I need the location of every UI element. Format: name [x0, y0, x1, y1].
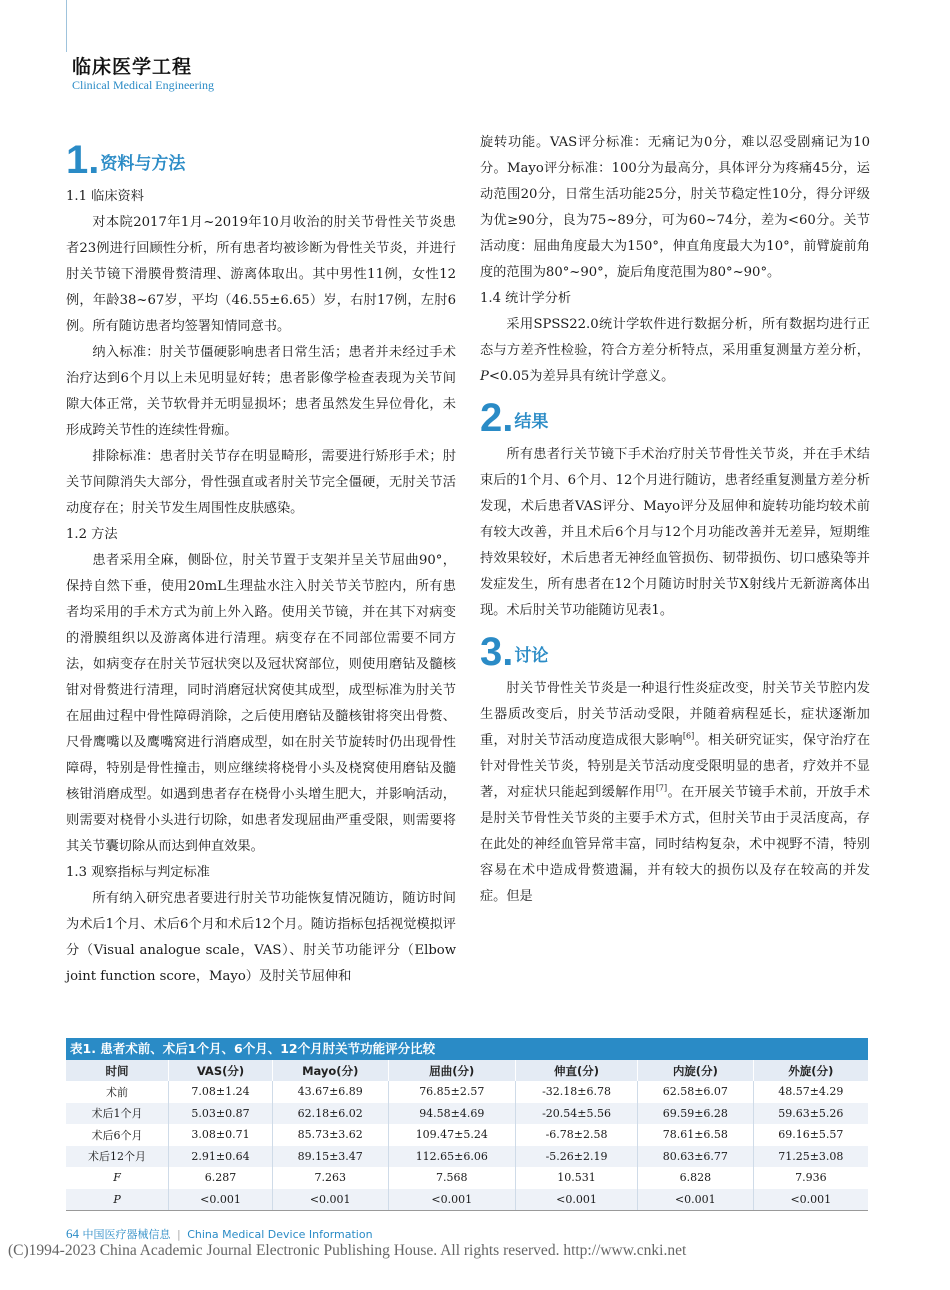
table-cell: <0.001	[516, 1189, 638, 1211]
table-row	[66, 1124, 868, 1146]
table-cell: 85.73±3.62	[272, 1124, 388, 1146]
table-header-cell: VAS(分)	[169, 1060, 273, 1081]
left-column	[66, 132, 456, 990]
section-title: 结果	[514, 412, 549, 432]
table-header-cell: Mayo(分)	[272, 1060, 388, 1081]
table-cell: 7.568	[388, 1167, 516, 1189]
section-heading-discussion	[480, 626, 870, 672]
table-caption: 表1. 患者术前、术后1个月、6个月、12个月肘关节功能评分比较	[66, 1038, 868, 1060]
text-run: 。在开展关节镜手术前，开放手术是肘关节骨性关节炎的主要手术方式，但肘关节由于灵活度高，存在此处的神经血管异常丰富，同时结构复杂，术中视野不清，特别容易在术中造成骨赘遗漏，并有较大的损伤以及存在较高的并发症。但是	[480, 785, 871, 904]
table-header-cell: 内旋(分)	[638, 1060, 754, 1081]
table-cell: 109.47±5.24	[388, 1124, 516, 1146]
footer-journal-cn: 中国医疗器械信息	[82, 1228, 171, 1241]
table-row	[66, 1103, 868, 1125]
paragraph: 旋转功能。VAS评分标准：无痛记为0分，难以忍受剧痛记为10分。Mayo评分标准：100分为最高分，具体评分为疼痛45分，运动范围20分，日常生活功能25分，肘关节稳定性10分，得分评级为优≥90分，良为75~89分，可为60~74分，差为<60分。关节活动度：屈曲角度最大为150°，伸直角度最大为10°，前臂旋前角度的范围为80°~90°，旋后角度范围为80°~90°。	[480, 135, 870, 280]
section-title: 资料与方法	[100, 154, 186, 174]
table-cell: 76.85±2.57	[388, 1081, 516, 1103]
citation-ref[interactable]: [7]	[655, 783, 668, 793]
journal-title-en: Clinical Medical Engineering	[72, 78, 214, 92]
section-number: 2.	[480, 396, 514, 440]
table-cell: 94.58±4.69	[388, 1103, 516, 1125]
table-cell: -5.26±2.19	[516, 1146, 638, 1168]
text-run: <0.05为差异具有统计学意义。	[488, 369, 675, 384]
footer-separator: |	[177, 1228, 181, 1241]
page-number: 64	[66, 1226, 79, 1241]
table-cell: 术后6个月	[91, 1128, 143, 1142]
footer-journal-en: China Medical Device Information	[187, 1228, 373, 1241]
paragraph: 所有纳入研究患者要进行肘关节功能恢复情况随访，随访时间为术后1个月、术后6个月和术后12个月。随访指标包括视觉模拟评分（Visual analogue scale，VAS）、肘关节功能评分（Elbow joint function score，Mayo）及肘关节屈伸和	[66, 891, 456, 984]
table-cell: 7.08±1.24	[169, 1081, 273, 1103]
table-cell: <0.001	[753, 1189, 868, 1211]
table-row	[66, 1081, 868, 1103]
table-cell: 89.15±3.47	[272, 1146, 388, 1168]
table-cell: 69.16±5.57	[753, 1124, 868, 1146]
table-cell: 69.59±6.28	[638, 1103, 754, 1125]
table-cell: 62.18±6.02	[272, 1103, 388, 1125]
table-cell: 3.08±0.71	[169, 1124, 273, 1146]
table-cell: <0.001	[272, 1189, 388, 1211]
table-cell: -20.54±5.56	[516, 1103, 638, 1125]
subheading-statistics: 1.4 统计学分析	[480, 291, 572, 306]
p-symbol: P	[480, 369, 489, 384]
table-cell: 5.03±0.87	[169, 1103, 273, 1125]
table-header-cell: 时间	[66, 1060, 169, 1081]
table-header-row	[66, 1060, 868, 1081]
text-run: 采用SPSS22.0统计学软件进行数据分析，所有数据均进行正态与方差齐性检验，符合方差分析特点，采用重复测量方差分析，	[480, 317, 870, 358]
table-cell: 术前	[106, 1085, 129, 1099]
table-bottom-rule	[66, 1210, 868, 1211]
table-cell: 71.25±3.08	[753, 1146, 868, 1168]
table-cell: 7.936	[753, 1167, 868, 1189]
table-row	[66, 1146, 868, 1168]
table-cell: <0.001	[169, 1189, 273, 1211]
paragraph: 纳入标准：肘关节僵硬影响患者日常生活；患者并未经过手术治疗达到6个月以上未见明显好转；患者影像学检查表现为关节间隙大体正常，关节软骨并无明显损坏；患者虽然发生异位骨化，未形成跨关节性的连续性骨痂。	[66, 345, 456, 438]
section-number: 3.	[480, 630, 514, 674]
header-rule	[66, 0, 67, 52]
subheading-indicators: 1.3 观察指标与判定标准	[66, 865, 210, 880]
table-cell: F	[113, 1171, 121, 1185]
table-row	[66, 1167, 868, 1189]
table-cell: 48.57±4.29	[753, 1081, 868, 1103]
subheading-methods: 1.2 方法	[66, 527, 118, 542]
page-footer	[66, 1226, 373, 1242]
table-cell: 78.61±6.58	[638, 1124, 754, 1146]
table-cell: P	[66, 1189, 169, 1211]
table-cell: -32.18±6.78	[516, 1081, 638, 1103]
copyright-notice: (C)1994-2023 China Academic Journal Electronic Publishing House. All rights reserved. http://www.cnki.net	[8, 1242, 687, 1259]
text-run: 肘关节骨性关节炎是一种退行性炎症改变，肘关节关节腔内发生器质改变后，肘关节活动受限，并随着病程延长，症状逐渐加重，对肘关节活动度造成很大影响	[480, 681, 870, 748]
table-cell: 6.828	[638, 1167, 754, 1189]
table-cell: 59.63±5.26	[753, 1103, 868, 1125]
table-header-cell: 外旋(分)	[753, 1060, 868, 1081]
paragraph: 所有患者行关节镜下手术治疗肘关节骨性关节炎，并在手术结束后的1个月、6个月、12个月进行随访，患者经重复测量方差分析发现，术后患者VAS评分、Mayo评分及屈伸和旋转功能均较术前有较大改善，并且术后6个月与12个月功能改善并无差异，短期维持效果较好，术后患者无神经血管损伤、韧带损伤、切口感染等并发症发生，所有患者在12个月随访时肘关节X射线片无新游离体出现。术后肘关节功能随访见表1。	[480, 447, 870, 618]
table-cell: -6.78±2.58	[516, 1124, 638, 1146]
results-table	[66, 1038, 868, 1211]
table-cell: 6.287	[169, 1167, 273, 1189]
table-cell: 10.531	[516, 1167, 638, 1189]
paragraph	[480, 312, 870, 390]
paragraph: 排除标准：患者肘关节存在明显畸形，需要进行矫形手术；肘关节间隙消失大部分，骨性强直或者肘关节完全僵硬，无肘关节活动度存在；肘关节发生周围性皮肤感染。	[66, 449, 456, 516]
paragraph: 对本院2017年1月~2019年10月收治的肘关节骨性关节炎患者23例进行回顾性分析，所有患者均被诊断为骨性关节炎，并进行肘关节镜下滑膜骨赘清理、游离体取出。其中男性11例，女性12例，年龄38~67岁，平均（46.55±6.65）岁，右肘17例，左肘6例。所有随访患者均签署知情同意书。	[66, 215, 456, 334]
table-cell: 62.58±6.07	[638, 1081, 754, 1103]
journal-title-cn: 临床医学工程	[72, 56, 193, 78]
table-header-cell: 伸直(分)	[516, 1060, 638, 1081]
table-cell: 术后1个月	[66, 1103, 169, 1125]
table-cell: <0.001	[388, 1189, 516, 1211]
section-number: 1.	[66, 138, 100, 182]
table-cell: 术后12个月	[66, 1146, 169, 1168]
table-cell: 7.263	[272, 1167, 388, 1189]
paragraph: 患者采用全麻，侧卧位，肘关节置于支架并呈关节屈曲90°，保持自然下垂，使用20mL生理盐水注入肘关节关节腔内，所有患者均采用的手术方式为前上外入路。使用关节镜，并在其下对病变的滑膜组织以及游离体进行清理。病变存在不同部位需要不同方法，如病变存在肘关节冠状突以及冠状窝部位，则使用磨钻及髓核钳对骨赘进行清理，同时消磨冠状窝使其成型，成型标准为肘关节在屈曲过程中骨性障碍消除，之后使用磨钻及髓核钳将突出骨赘、尺骨鹰嘴以及鹰嘴窝进行消磨成型，如在肘关节旋转时仍出现骨性障碍，特别是骨性撞击，则应继续将桡骨小头及桡窝使用磨钻及髓核钳消磨成型。如遇到患者存在桡骨小头增生肥大，并影响活动，则需要对桡骨小头进行切除，如患者发现屈曲严重受限，则需要将其关节囊切除从而达到伸直效果。	[66, 553, 456, 854]
section-heading-results	[480, 392, 870, 438]
table-header-cell: 屈曲(分)	[388, 1060, 516, 1081]
text-run: 。相关研究证实，保守治疗在针对骨性关节炎，特别是关节活动度受限明显的患者，疗效并不显著，对症状只能起到缓解作用	[480, 733, 871, 800]
subheading-clinical-data: 1.1 临床资料	[66, 189, 144, 204]
right-column	[480, 130, 870, 910]
citation-ref[interactable]: [6]	[682, 731, 695, 741]
table-cell: 112.65±6.06	[388, 1146, 516, 1168]
table-cell: 2.91±0.64	[169, 1146, 273, 1168]
table-row	[66, 1189, 868, 1211]
table-cell: <0.001	[638, 1189, 754, 1211]
table-grid	[66, 1060, 868, 1210]
section-title: 讨论	[514, 646, 549, 666]
table-cell: 80.63±6.77	[638, 1146, 754, 1168]
table-cell: 43.67±6.89	[272, 1081, 388, 1103]
section-heading-methods	[66, 134, 456, 180]
paragraph	[480, 676, 870, 910]
